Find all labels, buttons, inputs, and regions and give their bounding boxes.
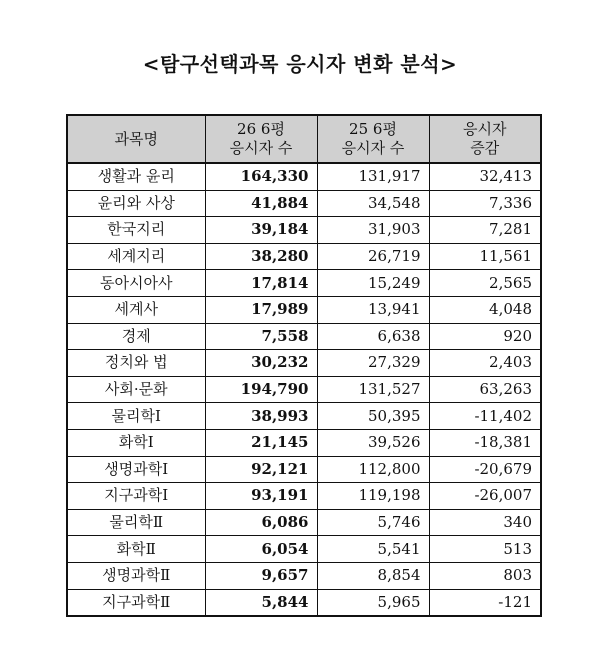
change-cell: 4,048 (429, 296, 541, 323)
applicants-26-cell: 9,657 (205, 562, 317, 589)
change-cell: -26,007 (429, 483, 541, 510)
applicants-25-cell: 15,249 (317, 270, 429, 297)
table-row (67, 456, 541, 483)
change-cell: 2,565 (429, 270, 541, 297)
change-cell: 2,403 (429, 350, 541, 377)
subject-cell: 생활과 윤리 (67, 163, 205, 190)
change-cell: 920 (429, 323, 541, 350)
change-cell: 7,281 (429, 217, 541, 244)
subject-cell: 지구과학Ⅱ (67, 589, 205, 616)
subject-cell: 세계사 (67, 296, 205, 323)
subject-cell: 생명과학Ⅰ (67, 456, 205, 483)
table-row (67, 190, 541, 217)
change-cell: 7,336 (429, 190, 541, 217)
applicants-26-cell: 17,814 (205, 270, 317, 297)
applicants-25-cell: 112,800 (317, 456, 429, 483)
applicants-26-cell: 93,191 (205, 483, 317, 510)
subject-cell: 화학Ⅱ (67, 536, 205, 563)
table-row (67, 483, 541, 510)
applicants-25-cell: 5,965 (317, 589, 429, 616)
subject-applicants-table (66, 114, 542, 617)
applicants-26-cell: 164,330 (205, 163, 317, 190)
header-26-applicants (205, 115, 317, 163)
applicants-26-cell: 17,989 (205, 296, 317, 323)
table-row (67, 323, 541, 350)
subject-cell: 화학Ⅰ (67, 429, 205, 456)
table-row (67, 589, 541, 616)
table-row (67, 296, 541, 323)
table-row (67, 429, 541, 456)
table-row (67, 163, 541, 190)
subject-cell: 윤리와 사상 (67, 190, 205, 217)
header-change (429, 115, 541, 163)
header-text: 과목명 (114, 129, 158, 148)
subject-cell: 정치와 법 (67, 350, 205, 377)
header-text: 증감 (470, 139, 500, 157)
table-row (67, 270, 541, 297)
table-row (67, 509, 541, 536)
header-25-applicants (317, 115, 429, 163)
applicants-25-cell: 5,541 (317, 536, 429, 563)
applicants-26-cell: 38,993 (205, 403, 317, 430)
change-cell: -18,381 (429, 429, 541, 456)
table-row (67, 350, 541, 377)
applicants-25-cell: 39,526 (317, 429, 429, 456)
change-cell: 340 (429, 509, 541, 536)
change-cell: 63,263 (429, 376, 541, 403)
change-cell: 32,413 (429, 163, 541, 190)
applicants-26-cell: 21,145 (205, 429, 317, 456)
applicants-25-cell: 6,638 (317, 323, 429, 350)
applicants-25-cell: 27,329 (317, 350, 429, 377)
applicants-25-cell: 131,527 (317, 376, 429, 403)
applicants-25-cell: 31,903 (317, 217, 429, 244)
applicants-26-cell: 38,280 (205, 243, 317, 270)
subject-cell: 경제 (67, 323, 205, 350)
applicants-26-cell: 7,558 (205, 323, 317, 350)
change-cell: 803 (429, 562, 541, 589)
table-row (67, 243, 541, 270)
applicants-26-cell: 39,184 (205, 217, 317, 244)
applicants-26-cell: 6,086 (205, 509, 317, 536)
table-header-row (67, 115, 541, 163)
header-text: 응시자 (463, 120, 507, 138)
change-cell: -121 (429, 589, 541, 616)
subject-cell: 세계지리 (67, 243, 205, 270)
table-row (67, 376, 541, 403)
subject-cell: 한국지리 (67, 217, 205, 244)
applicants-25-cell: 5,746 (317, 509, 429, 536)
table-row (67, 217, 541, 244)
subject-cell: 지구과학Ⅰ (67, 483, 205, 510)
subject-cell: 생명과학Ⅱ (67, 562, 205, 589)
header-text: 25 6평 (349, 120, 397, 138)
header-subject (67, 115, 205, 163)
applicants-25-cell: 131,917 (317, 163, 429, 190)
applicants-26-cell: 5,844 (205, 589, 317, 616)
applicants-25-cell: 8,854 (317, 562, 429, 589)
applicants-25-cell: 26,719 (317, 243, 429, 270)
applicants-26-cell: 92,121 (205, 456, 317, 483)
change-cell: 11,561 (429, 243, 541, 270)
applicants-26-cell: 6,054 (205, 536, 317, 563)
applicants-26-cell: 41,884 (205, 190, 317, 217)
change-cell: -11,402 (429, 403, 541, 430)
applicants-25-cell: 50,395 (317, 403, 429, 430)
applicants-25-cell: 34,548 (317, 190, 429, 217)
table-row (67, 562, 541, 589)
applicants-26-cell: 30,232 (205, 350, 317, 377)
applicants-25-cell: 13,941 (317, 296, 429, 323)
change-cell: 513 (429, 536, 541, 563)
change-cell: -20,679 (429, 456, 541, 483)
applicants-25-cell: 119,198 (317, 483, 429, 510)
table-row (67, 403, 541, 430)
subject-cell: 동아시아사 (67, 270, 205, 297)
subject-cell: 물리학Ⅱ (67, 509, 205, 536)
header-text: 26 6평 (237, 120, 285, 138)
header-text: 응시자 수 (341, 139, 405, 157)
page-title: <탐구선택과목 응시자 변화 분석> (142, 52, 458, 76)
subject-cell: 사회·문화 (67, 376, 205, 403)
subject-cell: 물리학Ⅰ (67, 403, 205, 430)
table-row (67, 536, 541, 563)
header-text: 응시자 수 (229, 139, 293, 157)
applicants-26-cell: 194,790 (205, 376, 317, 403)
